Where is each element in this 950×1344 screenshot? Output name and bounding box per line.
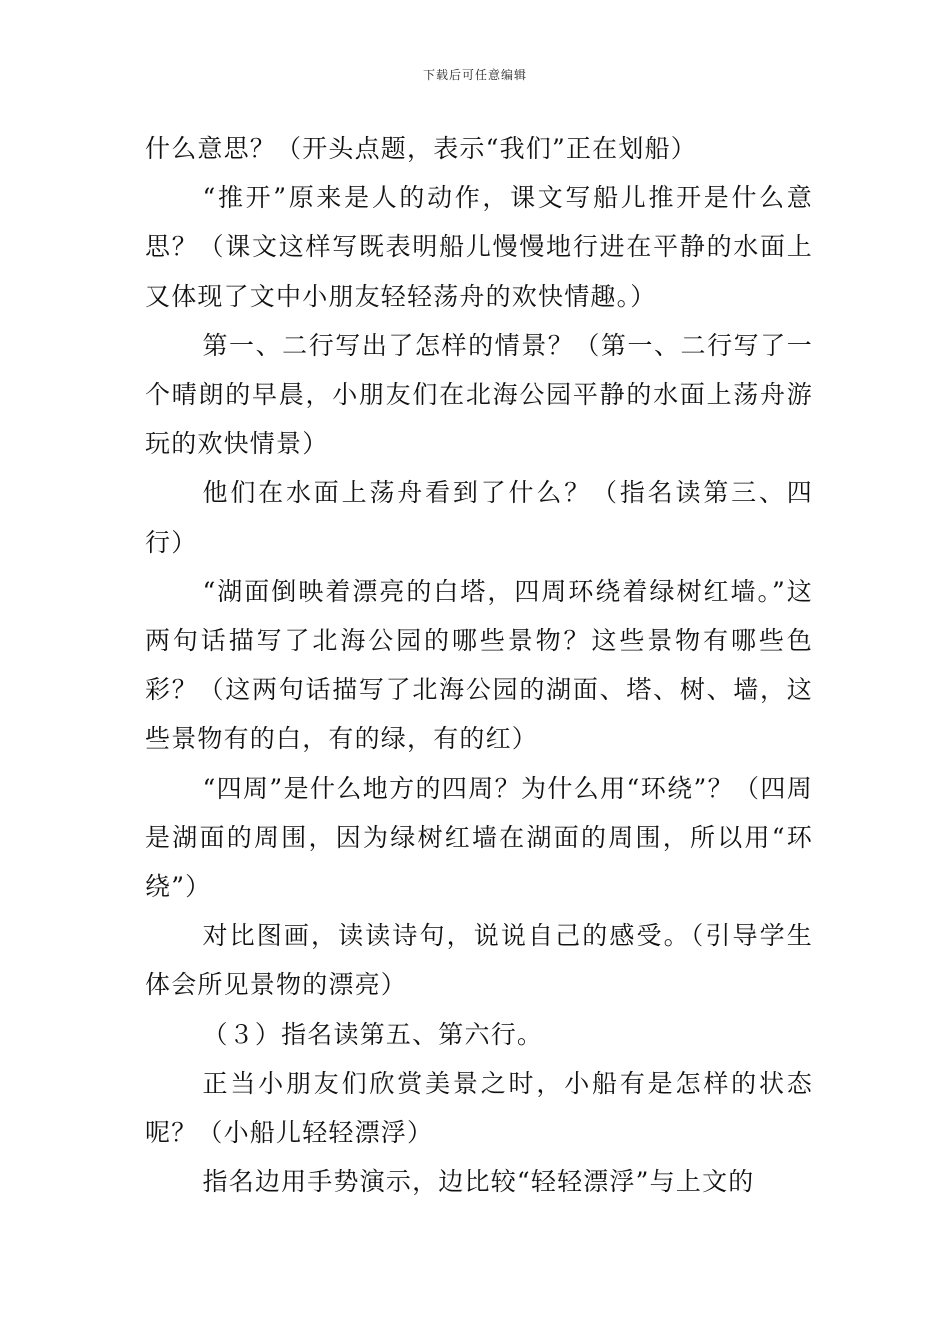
paragraph: “推开”原来是人的动作，课文写船儿推开是什么意思？（课文这样写既表明船儿慢慢地行进在平静的水面上又体现了文中小朋友轻轻荡舟的欢快情趣。） [145,183,813,311]
paragraph: 正当小朋友们欣赏美景之时，小船有是怎样的状态呢？（小船儿轻轻漂浮） [145,1068,813,1148]
paragraph: 第一、二行写出了怎样的情景？（第一、二行写了一个晴朗的早晨，小朋友们在北海公园平静的水面上荡舟游玩的欢快情景） [145,330,813,459]
document-body [145,124,813,1206]
paragraph: “湖面倒映着漂亮的白塔，四周环绕着绿树红墙。”这两句话描写了北海公园的哪些景物？这些景物有哪些色彩？（这两句话描写了北海公园的湖面、塔、树、墙，这些景物有的白，有的绿，有的红） [145,576,813,754]
paragraph: 他们在水面上荡舟看到了什么？（指名读第三、四行） [145,478,813,557]
page-header: 下载后可任意编辑 [422,68,527,82]
paragraph: 什么意思？（开头点题，表示“我们”正在划船） [145,134,697,163]
paragraph: “四周”是什么地方的四周？为什么用“环绕”？（四周是湖面的周围，因为绿树红墙在湖面的周围，所以用“环绕”） [145,773,813,902]
paragraph: 指名边用手势演示，边比较“轻轻漂浮”与上文的 [202,1167,755,1197]
paragraph: 对比图画，读读诗句，说说自己的感受。（引导学生体会所见景物的漂亮） [145,921,813,1000]
paragraph: （３）指名读第五、第六行。 [202,1019,544,1049]
